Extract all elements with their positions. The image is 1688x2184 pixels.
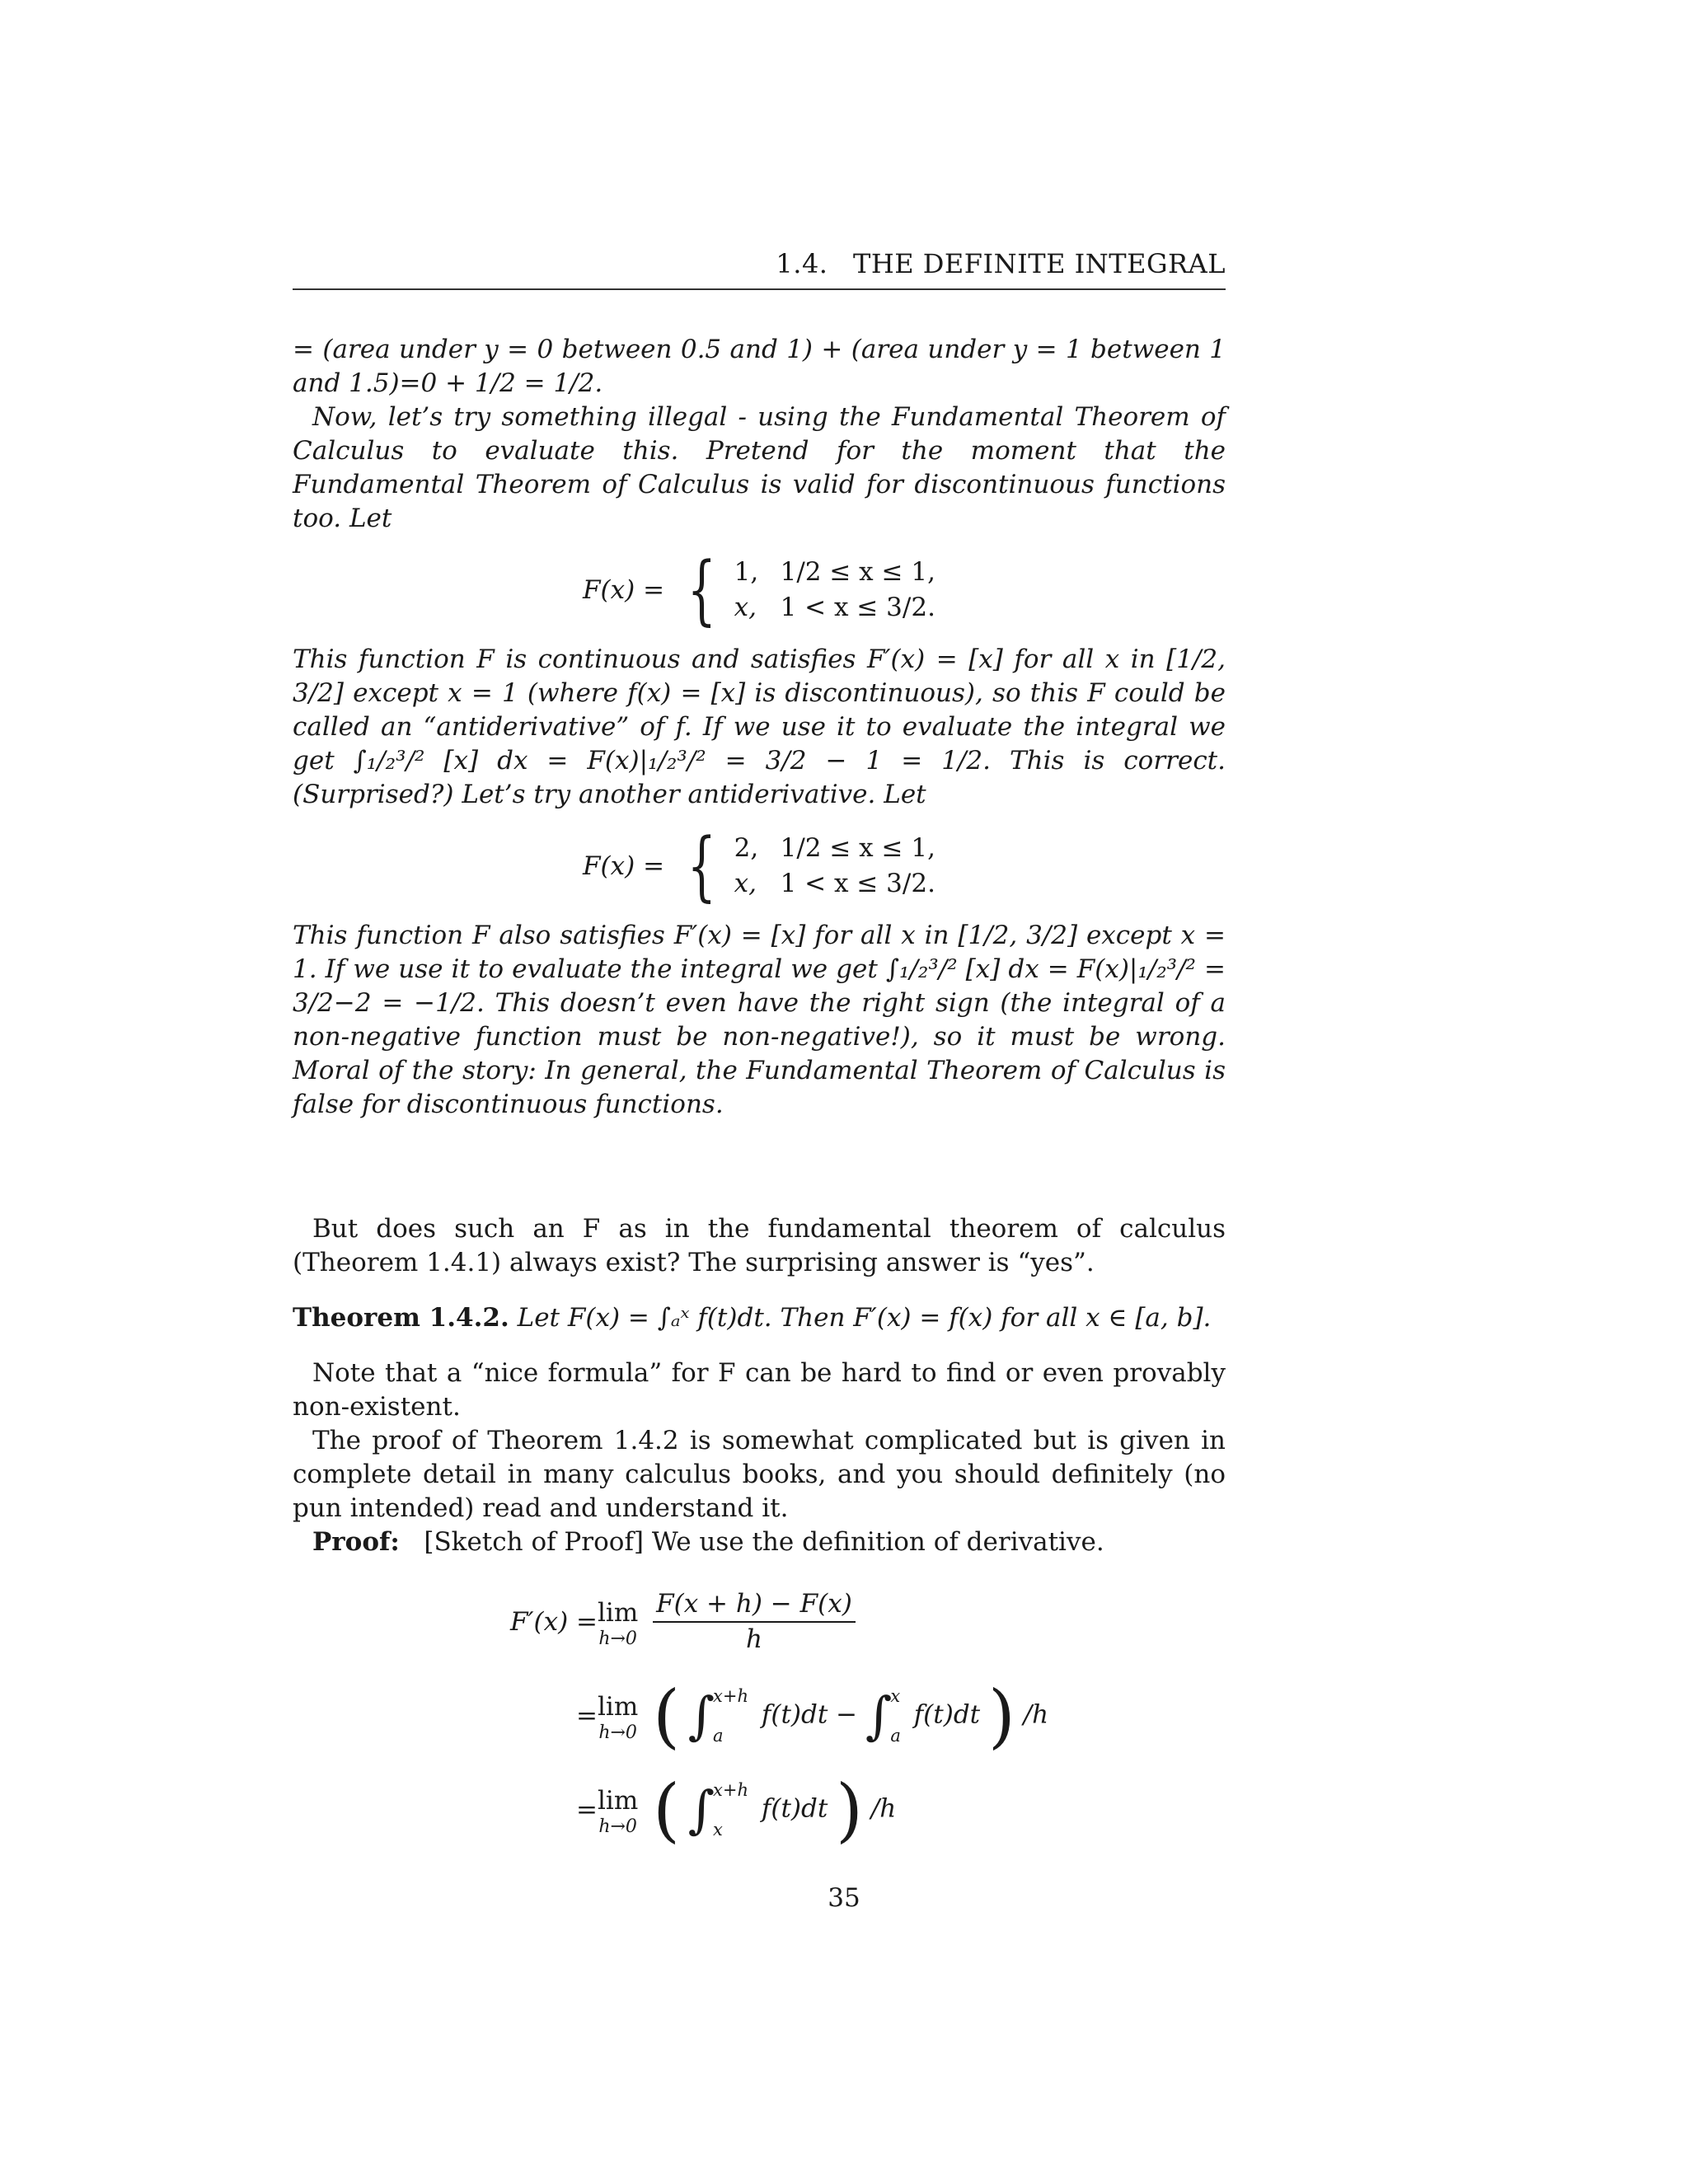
paragraph-nice-formula: Note that a “nice formula” for F can be hard to find or even provably non-existent. — [293, 1358, 1226, 1422]
limit-label: lim — [598, 1785, 639, 1816]
case-value: x, — [734, 869, 757, 898]
integrand: f(t)dt — [761, 1793, 828, 1824]
piecewise-cases — [734, 555, 935, 625]
difference-quotient — [653, 1587, 856, 1657]
piecewise-definition-1 — [293, 546, 1226, 634]
paragraph-existence-question: But does such an F as in the fundamental theorem of calculus (Theorem 1.4.1) always exist? The surprising answer is “yes”. — [293, 1214, 1226, 1277]
right-paren-icon: ) — [836, 1769, 863, 1850]
integral-lower-limit: x — [713, 1820, 723, 1840]
derivation-lhs: F′(x) = — [509, 1606, 598, 1637]
right-paren-icon: ) — [987, 1675, 1015, 1756]
case-value: x, — [734, 593, 757, 622]
equals-sign: = — [576, 1794, 598, 1825]
paragraph-wrong-sign: This function F also satisfies F′(x) = [x] for all x in [1/2, 3/2] except x = 1. If we use it to evaluate the integral we get ∫₁/₂³/² [x] dx = F(x)|₁/₂³/² = 3/2−2 = −1/2. This doesn’t even have the right sign (the integral of a non-negative function must be non-negative!), so it must be wrong. Moral of the story: In general, the Fundamental Theorem of Calculus is false for discontinuous functions. — [293, 921, 1226, 1119]
derivation-line-1 — [598, 1587, 1226, 1657]
integral-limits — [713, 1781, 748, 1839]
page-number: 35 — [828, 1883, 860, 1913]
piecewise-lhs: F(x) = — [583, 574, 665, 605]
derivation-line-3 — [598, 1769, 1226, 1850]
case-condition: 1/2 ≤ x ≤ 1, — [780, 833, 935, 863]
theorem-1-4-2 — [293, 1301, 1226, 1335]
integral — [688, 1781, 753, 1839]
theorem-label: Theorem 1.4.2. — [293, 1303, 509, 1333]
left-brace-icon: { — [687, 546, 716, 634]
limit-label: lim — [598, 1597, 639, 1628]
integral — [688, 1687, 753, 1745]
fraction-denominator: h — [745, 1624, 762, 1654]
paragraph-illegal-ftc: Now, let’s try something illegal - using the Fundamental Theorem of Calculus to evaluate this. Pretend for the moment that the Fundamental Theorem of Calculus is valid for discontinuous functions too. Let — [293, 402, 1226, 533]
section-number: 1.4. — [776, 248, 828, 279]
integral-lower-limit: a — [713, 1726, 724, 1746]
theorem-statement: Let F(x) = ∫ₐˣ f(t)dt. Then F′(x) = f(x) for all x ∈ [a, b]. — [517, 1303, 1212, 1333]
left-brace-icon: { — [687, 822, 716, 910]
fraction-numerator: F(x + h) − F(x) — [653, 1587, 856, 1623]
limit — [598, 1690, 638, 1742]
page-content — [293, 247, 1226, 1850]
left-paren-icon: ( — [653, 1675, 680, 1756]
integral-lower-limit: a — [890, 1726, 901, 1746]
integral-icon: ∫ — [687, 1685, 715, 1746]
piecewise-definition-2 — [293, 822, 1226, 910]
integral-icon: ∫ — [687, 1779, 715, 1840]
divide-by-h: /h — [870, 1793, 897, 1824]
piecewise-lhs: F(x) = — [583, 851, 665, 881]
integral-limits — [713, 1687, 748, 1745]
limit-subscript: h→0 — [598, 1816, 637, 1837]
proof-intro — [293, 1526, 1226, 1559]
paragraph-continuous-antiderivative: This function F is continuous and satisfies F′(x) = [x] for all x in [1/2, 3/2] except x = 1 (where f(x) = [x] is discontinuous), so this F could be called an “antiderivative” of f. If we use it to evaluate the integral we get ∫₁/₂³/² [x] dx = F(x)|₁/₂³/² = 3/2 − 1 = 1/2. This is correct. (Surprised?) Let’s try another antiderivative. Let — [293, 644, 1226, 809]
case-value: 2, — [734, 833, 759, 863]
running-header — [293, 247, 1226, 290]
limit — [598, 1784, 638, 1836]
minus-sign: − — [836, 1699, 858, 1730]
paragraph-proof-reference: The proof of Theorem 1.4.2 is somewhat complicated but is given in complete detail in many calculus books, and you should definitely (no pun intended) read and understand it. — [293, 1426, 1226, 1523]
limit-label: lim — [598, 1691, 639, 1722]
integral-icon: ∫ — [865, 1685, 893, 1746]
equals-sign: = — [576, 1700, 598, 1731]
integral-upper-limit: x+h — [713, 1686, 749, 1706]
integral-upper-limit: x — [890, 1686, 901, 1706]
paragraph-area-sum: = (area under y = 0 between 0.5 and 1) + (area under y = 1 between 1 and 1.5)=0 + 1/2 = 1/2. — [293, 335, 1226, 398]
piecewise-cases — [734, 832, 935, 901]
integrand: f(t)dt — [761, 1699, 828, 1730]
case-value: 1, — [734, 557, 759, 587]
integral-upper-limit: x+h — [713, 1780, 749, 1800]
proof-label: Proof: — [312, 1527, 400, 1557]
section-title: THE DEFINITE INTEGRAL — [852, 248, 1226, 279]
derivative-derivation — [499, 1587, 1226, 1850]
case-condition: 1 < x ≤ 3/2. — [780, 593, 935, 622]
limit — [598, 1596, 638, 1648]
limit-subscript: h→0 — [598, 1722, 637, 1743]
integral — [865, 1687, 906, 1745]
case-condition: 1 < x ≤ 3/2. — [780, 869, 935, 898]
integral-limits — [890, 1687, 901, 1745]
limit-subscript: h→0 — [598, 1628, 637, 1649]
left-paren-icon: ( — [653, 1769, 680, 1850]
proof-text: [Sketch of Proof] We use the definition of derivative. — [424, 1527, 1104, 1557]
integrand: f(t)dt — [913, 1699, 981, 1730]
divide-by-h: /h — [1023, 1699, 1049, 1730]
case-condition: 1/2 ≤ x ≤ 1, — [780, 557, 935, 587]
derivation-line-2 — [598, 1675, 1226, 1756]
